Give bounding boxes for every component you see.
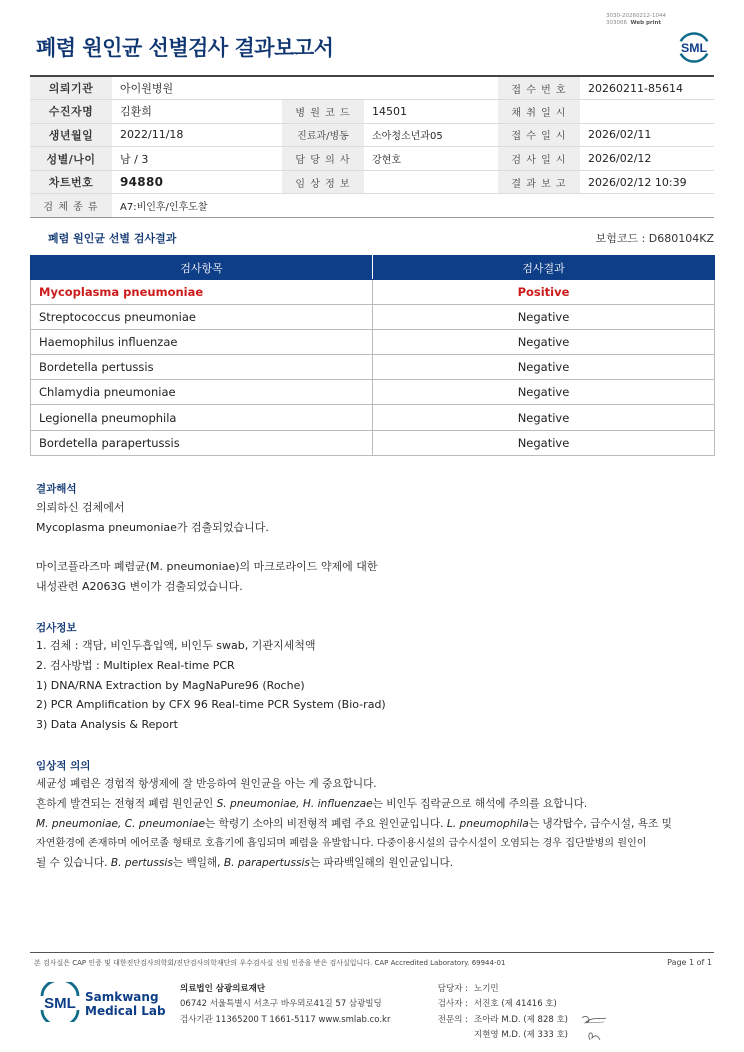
interpretation-line: 의뢰하신 검체에서 (36, 501, 125, 514)
table-row (31, 330, 715, 355)
print-code-line-2: 303006 (606, 20, 627, 26)
test-result: Negative (373, 355, 715, 380)
lab-name-line-2: Medical Lab (85, 1004, 166, 1018)
test-info-line: 2. 검사방법 : Multiplex Real-time PCR (36, 658, 235, 672)
table-row (31, 430, 715, 455)
table-row (31, 305, 715, 330)
test-info-line: 2) PCR Amplification by CFX 96 Real-time PCR System (Bio-rad) (36, 698, 386, 712)
specimen-label: 검 체 종 류 (30, 194, 112, 218)
dob-label: 생년월일 (30, 123, 112, 147)
table-row (31, 280, 715, 305)
chart-no-label: 차트번호 (30, 170, 112, 194)
print-label: Web print (630, 20, 662, 26)
request-org-value: 아이원병원 (112, 76, 498, 100)
receipt-no-label: 접 수 번 호 (498, 76, 580, 100)
specimen-value: A7:비인후/인후도찰 (112, 194, 714, 218)
report-date-value: 2026/02/12 10:39 (580, 170, 714, 194)
test-result: Negative (373, 430, 715, 455)
staff-row: 검사자 : 서진호 (제 41416 호) (437, 999, 557, 1010)
test-item: Bordetella pertussis (31, 355, 373, 380)
test-date-label: 검 사 일 시 (498, 147, 580, 171)
col-header-item: 검사항목 (31, 256, 373, 280)
lab-info (180, 982, 390, 1028)
test-info-line: 3) Data Analysis & Report (36, 718, 178, 732)
request-org-label: 의뢰기관 (30, 76, 112, 100)
dept-label: 진료과/병동 (282, 123, 364, 147)
lab-contact: 검사기관 11365200 T 1661-5117 www.smlab.co.kr (180, 1014, 391, 1025)
sex-age-value: 남 / 3 (112, 147, 282, 171)
test-item: Bordetella parapertussis (31, 430, 373, 455)
receipt-date-label: 접 수 일 시 (498, 123, 580, 147)
lab-name-line-1: Samkwang (85, 990, 159, 1004)
sex-age-label: 성별/나이 (30, 147, 112, 171)
test-info-line: 1) DNA/RNA Extraction by MagNaPure96 (Roche) (36, 678, 305, 692)
test-result: Negative (373, 405, 715, 430)
collect-date-label: 채 취 일 시 (498, 100, 580, 124)
dob-value: 2022/11/18 (112, 123, 282, 147)
clinical-line: 세균성 폐렴은 경험적 항생제에 잘 반응하여 원인균을 아는 게 중요합니다. (36, 778, 377, 790)
test-result: Negative (373, 330, 715, 355)
interpretation-line: Mycoplasma pneumoniae가 검출되었습니다. (36, 520, 269, 534)
interpretation-line: 마이코플라즈마 폐렴균(M. pneumoniae)의 마크로라이드 약제에 대한 (36, 560, 378, 574)
clinical-line: 자연환경에 존재하며 에어로졸 형태로 호흡기에 흡입되며 폐렴을 유발합니다. 다중이용시설의 급수시설이 오염되는 경우 집단발병의 원인이 (36, 838, 647, 850)
report-date-label: 결 과 보 고 (498, 170, 580, 194)
test-result: Negative (373, 380, 715, 405)
test-info-line: 1. 검체 : 객담, 비인두흡입액, 비인두 swab, 기관지세척액 (36, 639, 316, 652)
hospital-code-value: 14501 (364, 100, 498, 124)
lab-address: 06742 서울특별시 서초구 바우뫼로41길 57 삼광빌딩 (180, 999, 382, 1010)
test-info-text (36, 636, 726, 735)
doctor-label: 담 당 의 사 (282, 147, 364, 171)
sml-logo-icon (675, 28, 713, 66)
table-row (31, 355, 715, 380)
table-row (31, 405, 715, 430)
staff-row: 담당자 : 노기민 (437, 984, 499, 994)
staff-row: 전문의 : 조아라 M.D. (제 828 호) (437, 1014, 569, 1025)
signature-icon (580, 1010, 610, 1044)
col-header-result: 검사결과 (373, 256, 715, 280)
footer-logo-text: SML (44, 995, 76, 1012)
clinical-line: 흔하게 발견되는 전형적 폐렴 원인균인 S. pneumoniae, H. influenzae는 비인두 집락균으로 해석에 주의를 요합니다. (36, 797, 588, 810)
interpretation-line: 내성관련 A2063G 변이가 검출되었습니다. (36, 580, 243, 594)
test-result: Positive (373, 280, 715, 305)
hospital-code-label: 병 원 코 드 (282, 100, 364, 124)
print-code-line-1: 3030-20260212-1044 (606, 13, 666, 19)
doctor-value: 강현호 (364, 147, 498, 171)
staff-list (428, 982, 568, 1043)
patient-value: 김환희 (112, 100, 282, 124)
clinical-line: M. pneumoniae, C. pneumoniae는 학령기 소아의 비전형적 폐렴 주요 원인균입니다. L. pneumophila는 냉각탑수, 급수시설, 욕조 및 (36, 817, 672, 830)
test-item: Legionella pneumophila (31, 405, 373, 430)
test-date-value: 2026/02/12 (580, 147, 714, 171)
interpretation-title: 결과해석 (36, 483, 77, 495)
test-info-title: 검사정보 (36, 622, 77, 634)
lab-name (85, 990, 166, 1018)
page-number: Page 1 of 1 (667, 958, 712, 967)
receipt-date-value: 2026/02/11 (580, 123, 714, 147)
clinical-significance-text (36, 775, 726, 874)
sml-footer-logo-icon (38, 982, 82, 1022)
accreditation-note: 본 검사실은 CAP 인증 및 대한진단검사의학회/진단검사의학재단의 우수검사실 신임 인증을 받은 검사실입니다. CAP Accredited Laboratory. 69944-01 (34, 959, 506, 967)
results-section-title: 폐렴 원인균 선별 검사결과 (48, 232, 177, 245)
results-table (30, 255, 715, 456)
test-item: Streptococcus pneumoniae (31, 305, 373, 330)
dept-value: 소아청소년과05 (364, 123, 498, 147)
interpretation-text (36, 498, 726, 597)
staff-row: 지현영 M.D. (제 333 호) (474, 1029, 569, 1040)
patient-info-table (30, 75, 714, 218)
receipt-no-value: 20260211-85614 (580, 76, 714, 100)
clinical-value (364, 170, 498, 194)
test-result: Negative (373, 305, 715, 330)
footer-divider (30, 952, 714, 953)
insurance-code: 보험코드 : D680104KZ (595, 232, 714, 245)
patient-label: 수진자명 (30, 100, 112, 124)
test-item: Mycoplasma pneumoniae (31, 280, 373, 305)
clinical-label: 임 상 정 보 (282, 170, 364, 194)
lab-org: 의료법인 삼광의료재단 (180, 984, 266, 994)
chart-no-value: 94880 (112, 170, 282, 194)
logo-text: SML (680, 40, 708, 55)
print-code (606, 13, 666, 27)
test-item: Haemophilus influenzae (31, 330, 373, 355)
report-title: 폐렴 원인균 선별검사 결과보고서 (36, 36, 334, 60)
clinical-significance-title: 임상적 의의 (36, 760, 91, 772)
clinical-line: 될 수 있습니다. B. pertussis는 백일해, B. parapertussis는 파라백일해의 원인균입니다. (36, 857, 454, 870)
test-item: Chlamydia pneumoniae (31, 380, 373, 405)
collect-date-value (580, 100, 714, 124)
table-row (31, 380, 715, 405)
